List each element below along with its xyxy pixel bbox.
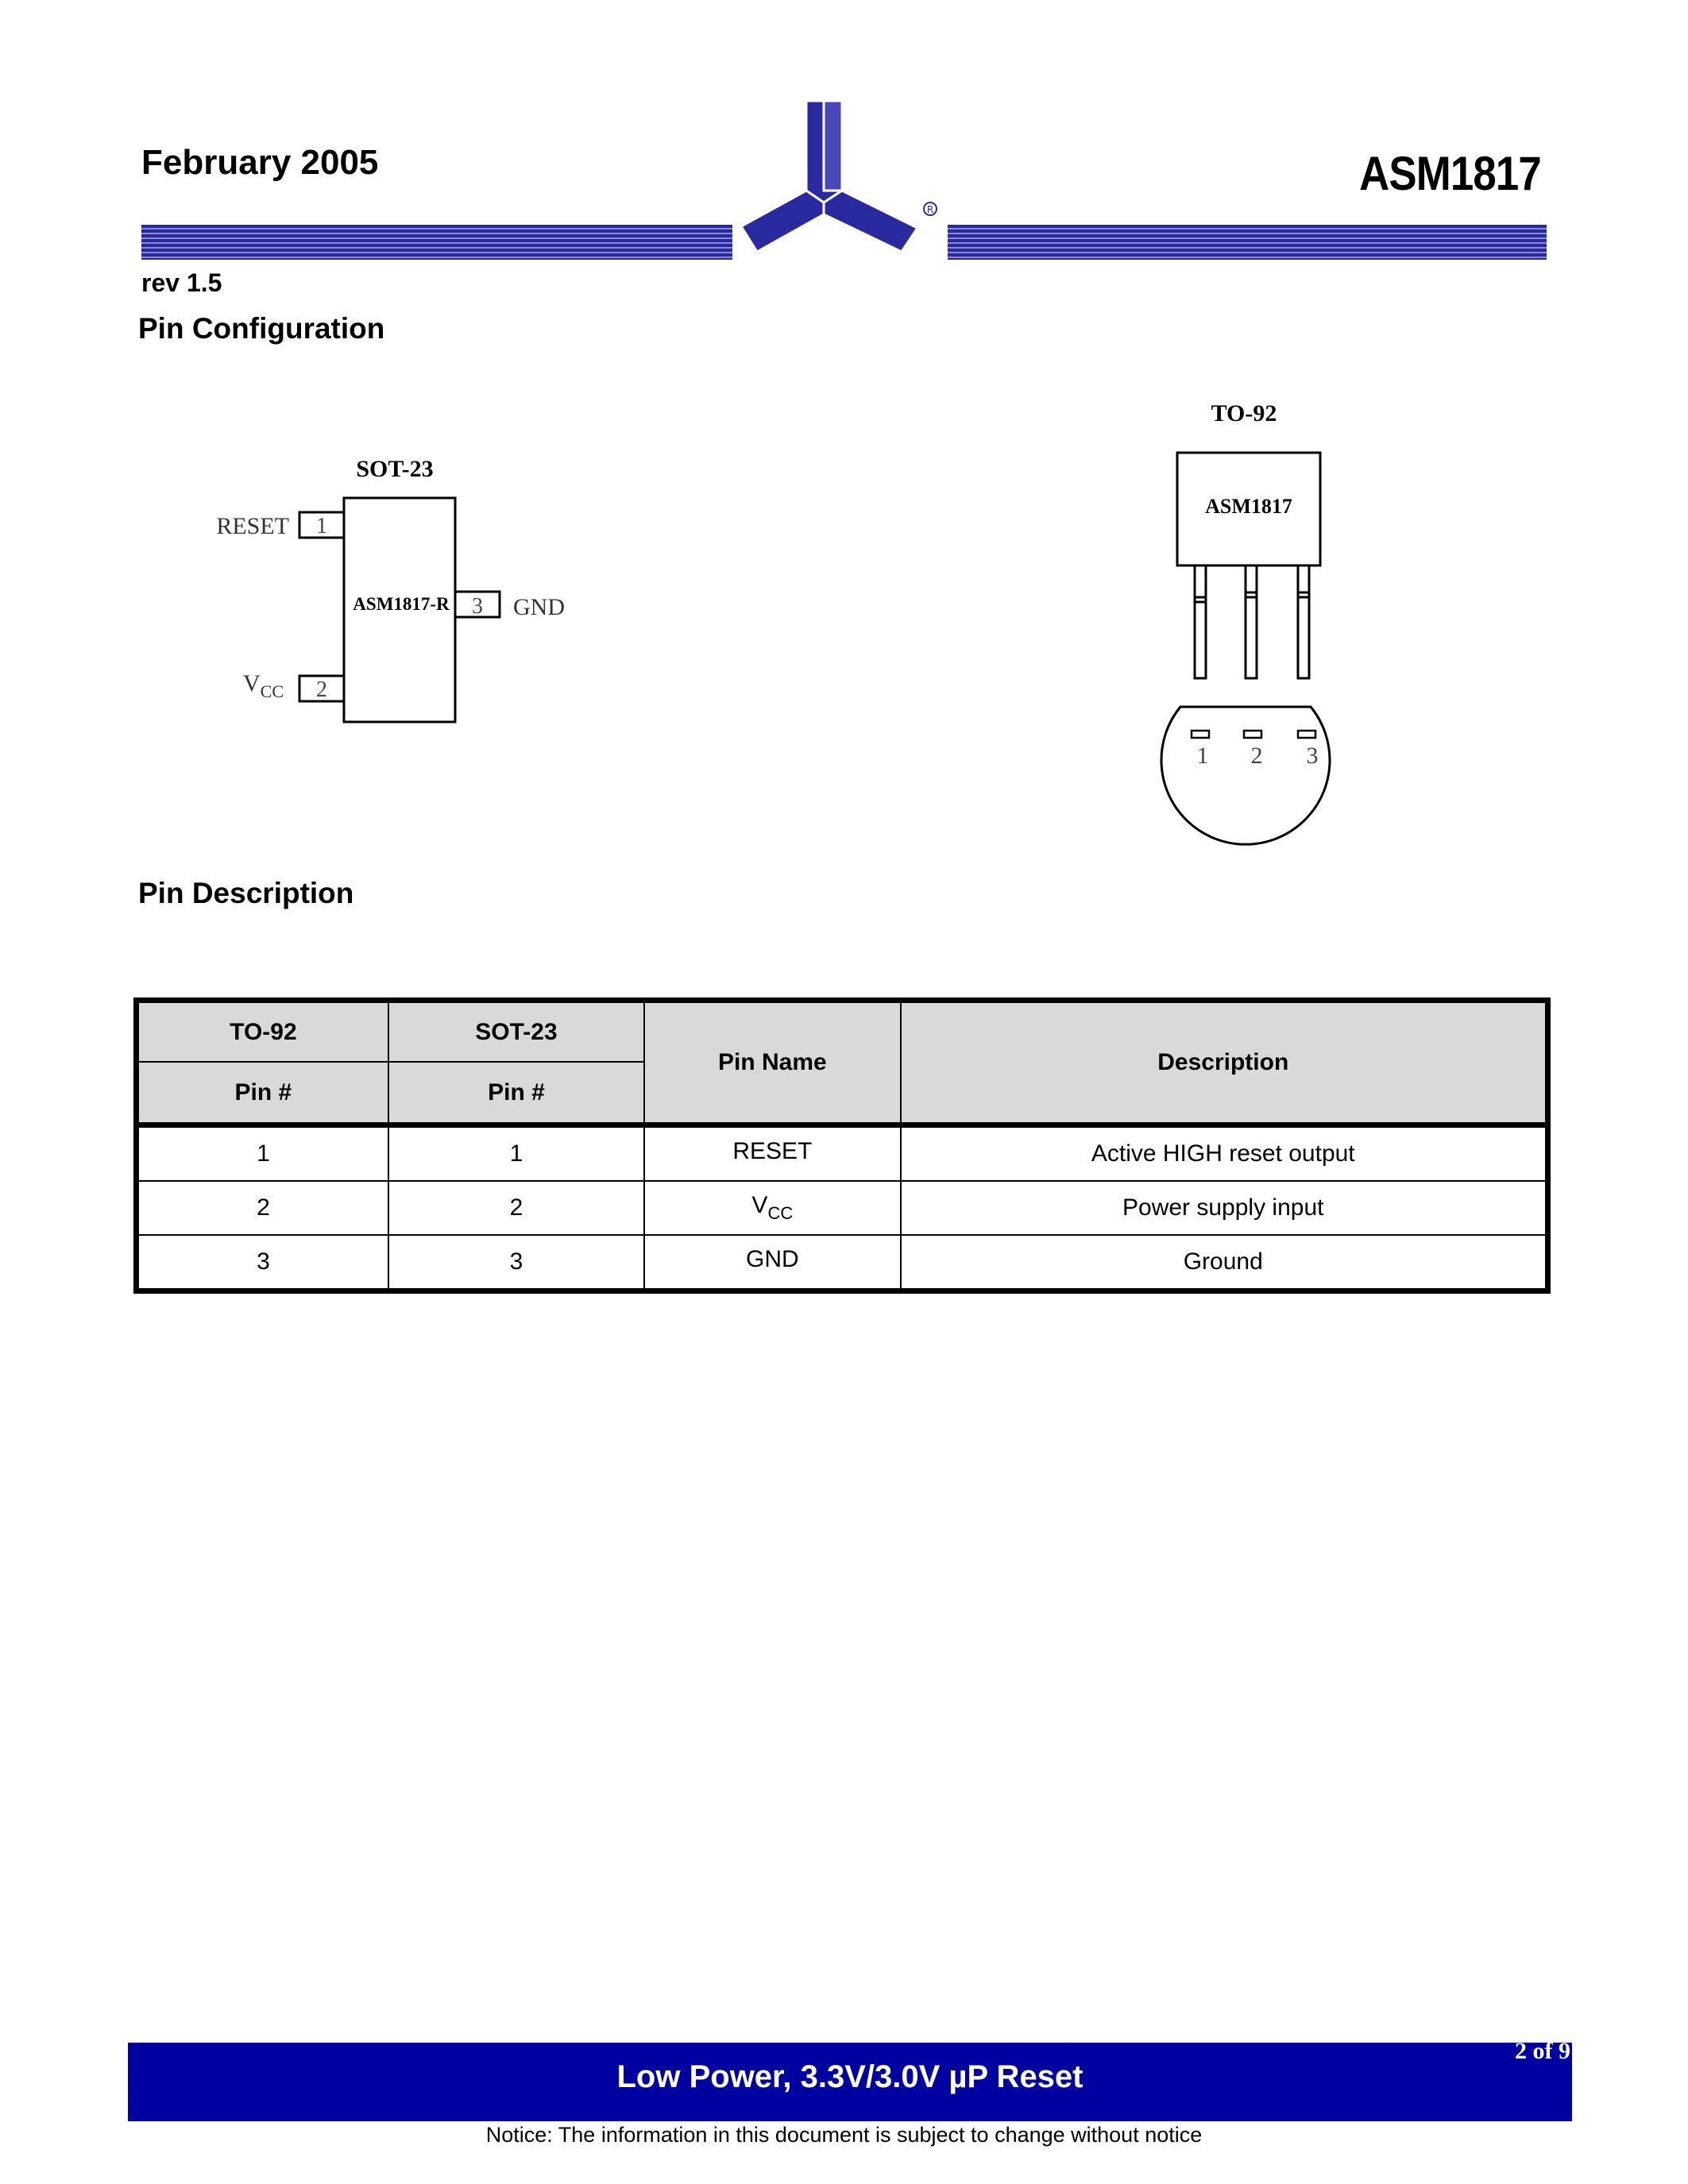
to92-diagram: [1161, 400, 1330, 844]
table-cell-sot23-pin: 3: [388, 1235, 644, 1291]
to92-pin-1-number: 1: [1196, 743, 1209, 769]
to92-pin-2-number: 2: [1250, 743, 1263, 769]
page-number: 2 of 9: [1515, 2038, 1570, 2064]
sot23-pin-2-name-sub: CC: [260, 681, 284, 701]
sot23-chip-label: ASM1817-R: [353, 594, 450, 614]
footer-title: Low Power, 3.3V/3.0V µP Reset: [616, 2059, 1083, 2094]
table-cell-description: Power supply input: [901, 1181, 1548, 1235]
pin-configuration-diagrams: [0, 0, 1688, 874]
section-title-pin-configuration: Pin Configuration: [138, 312, 385, 345]
to92-chip-label: ASM1817: [1205, 495, 1292, 518]
to92-bottom-view: [1161, 707, 1330, 844]
table-header-sot23-pin-number: Pin #: [388, 1062, 644, 1125]
table-cell-to92-pin: 2: [137, 1181, 388, 1235]
table-header-sot23: SOT-23: [388, 1001, 644, 1063]
table-row: [137, 1181, 1548, 1235]
sot23-pin-2-name: V: [243, 670, 261, 696]
table-row: [137, 1235, 1548, 1291]
svg-text:VCC: [243, 670, 284, 701]
to92-package-label: TO-92: [1211, 400, 1277, 426]
table-cell-pin-name: [644, 1235, 900, 1291]
table-cell-sot23-pin: 2: [388, 1181, 644, 1235]
sot23-pin-1-number: 1: [316, 514, 327, 538]
sot23-diagram: [216, 456, 565, 722]
table-row: [137, 1125, 1548, 1182]
svg-text:R: R: [926, 204, 934, 215]
part-number-title: ASM1817: [1359, 147, 1541, 200]
table-cell-description: Active HIGH reset output: [901, 1125, 1548, 1182]
section-title-pin-description: Pin Description: [138, 877, 354, 909]
table-cell-description: Ground: [901, 1235, 1548, 1291]
table-header-description: Description: [901, 1001, 1548, 1125]
to92-pin-3-number: 3: [1306, 743, 1319, 769]
sot23-pin-3-number: 3: [472, 594, 483, 619]
table-cell-sot23-pin: 1: [388, 1125, 644, 1182]
sot23-package-label: SOT-23: [356, 456, 434, 482]
table-cell-pin-name: [644, 1125, 900, 1182]
pin-name-text: RESET: [732, 1138, 813, 1164]
footer-notice: Notice: The information in this document is subject to change without notice: [485, 2123, 1203, 2147]
to92-leads: [1195, 565, 1309, 678]
pin-name-subscript: CC: [767, 1203, 794, 1223]
pin-description-table: [133, 997, 1551, 1294]
table-cell-to92-pin: 3: [137, 1235, 388, 1291]
table-header-pin-name: Pin Name: [644, 1001, 900, 1125]
revision-label: rev 1.5: [141, 268, 222, 297]
table-cell-to92-pin: 1: [137, 1125, 388, 1182]
table-header-to92-pin-number: Pin #: [137, 1062, 388, 1125]
sot23-pin-1-name: RESET: [216, 513, 289, 539]
sot23-pin-3-name: GND: [513, 594, 565, 620]
pin-name-text: V: [751, 1192, 768, 1218]
header-date: February 2005: [141, 143, 379, 182]
table-header-to92: TO-92: [137, 1001, 388, 1063]
pin-name-text: GND: [745, 1246, 799, 1272]
table-cell-pin-name: [644, 1181, 900, 1235]
sot23-pin-2-number: 2: [316, 677, 327, 702]
